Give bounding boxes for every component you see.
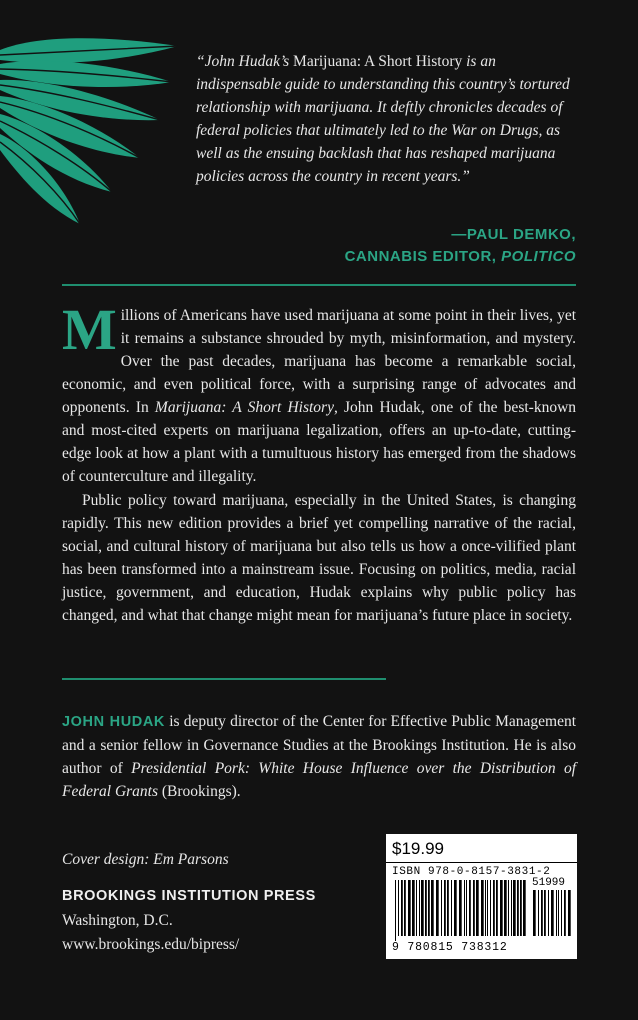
book-description [62, 297, 577, 627]
barcode-bar [444, 880, 446, 936]
barcode-bar [428, 880, 430, 936]
price: $19.99 [392, 839, 444, 858]
barcode-bar [508, 880, 509, 936]
quote-body: is an indispensable guide to understanding this country’s tortured relationship with marijuana. It deftly chronicles decades of federal policies that ultimately led to the War on Drugs, as well as the ensuing backlash that has reshaped marijuana policies across the country in recent years.” [196, 53, 570, 185]
author-name: JOHN HUDAK [62, 714, 165, 730]
barcode-bar [416, 880, 417, 936]
attribution-role [345, 246, 576, 268]
barcode-bar [476, 880, 479, 936]
ean-digits: 9 780815 738312 [392, 941, 508, 954]
publisher-name: BROOKINGS INSTITUTION PRESS [62, 888, 316, 904]
quote-attribution [345, 224, 576, 268]
barcode-bar [464, 880, 465, 936]
publisher-url[interactable]: www.brookings.edu/bipress/ [62, 936, 240, 953]
barcode-bar [548, 890, 549, 936]
description-p1-title: Marijuana: A Short History [154, 399, 334, 416]
barcode-bar [395, 880, 396, 942]
divider-top [62, 284, 576, 286]
barcode-bar [401, 880, 403, 936]
isbn-label: ISBN 978-0-8157-3831-2 [392, 866, 551, 878]
barcode-bar [412, 880, 415, 936]
endorsement-quote [196, 50, 576, 188]
barcode-bar [404, 880, 406, 936]
barcode-bar [447, 880, 449, 936]
barcode-bar [425, 880, 427, 936]
barcode-bar [561, 890, 562, 936]
barcode-bar [496, 880, 498, 936]
divider-bottom [62, 678, 386, 680]
barcode-bar [473, 880, 475, 936]
description-paragraph-1 [62, 297, 577, 488]
barcode-bar [558, 890, 559, 936]
barcode-bar [544, 890, 546, 936]
barcode-bar [500, 880, 503, 936]
barcode-bar [520, 880, 522, 936]
barcode-bar [504, 880, 507, 936]
barcode-bar [487, 880, 488, 936]
barcode-bar [485, 880, 486, 936]
barcode-bar [517, 880, 519, 936]
price-addon-digits: 51999 [532, 877, 566, 889]
description-p1-a: illions of Americans have used marijuana at some point in their lives, yet it remains a substance shrouded by myth, misinformation, and mystery. Over the past decades, marijuana has become a remarkable social, economic, and even political force, with a surprising range of advocates and opponents. In [62, 307, 576, 416]
barcode-bar [459, 880, 462, 936]
barcode-bar [431, 880, 434, 936]
barcode-box [386, 834, 577, 959]
author-other-book: Presidential Pork: White House Influence over the Distribution of Federal Grants [62, 760, 577, 800]
attribution-outlet: POLITICO [501, 248, 576, 265]
barcode-bar [481, 880, 484, 936]
price-barcode-icon [532, 890, 572, 942]
barcode-bar [408, 880, 411, 936]
author-bio-b: (Brookings). [161, 783, 241, 800]
barcode-bar [490, 880, 491, 936]
attribution-title: CANNABIS EDITOR, [344, 248, 497, 265]
attribution-name: —PAUL DEMKO, [451, 226, 576, 243]
barcode-bar [533, 890, 536, 936]
barcode-bar [538, 890, 539, 936]
barcode-bar [469, 880, 471, 936]
publisher-city: Washington, D.C. [62, 912, 173, 929]
barcode-bar [493, 880, 495, 936]
author-bio [62, 710, 576, 803]
price-divider [386, 862, 577, 863]
author-bio-a: is deputy director of the Center for Effective Public Management and a senior fellow in Governance Studies at the Brookings Institution. He is also author of [62, 713, 577, 777]
barcode-bar [556, 890, 557, 936]
barcode-bar [466, 880, 467, 936]
cover-design-credit: Cover design: Em Parsons [62, 851, 229, 868]
barcode-bar [541, 890, 543, 936]
barcode-bar [564, 890, 566, 936]
barcode-bar [421, 880, 424, 936]
barcode-bar [551, 890, 554, 936]
dropcap: M [62, 297, 117, 362]
barcode-bar [441, 880, 442, 936]
barcode-bar [419, 880, 420, 936]
cannabis-leaf-icon [0, 38, 180, 238]
barcode-bar [513, 880, 516, 936]
description-p1-b: , John Hudak, one of the best-known and most-cited experts on marijuana legalization, offers an up-to-date, cutting-edge look at how a plant with a tumultuous history has emerged from the shadows of counterculture and illegality. [62, 399, 577, 485]
barcode-bar [436, 880, 439, 936]
quote-book-title: Marijuana: A Short History [293, 53, 463, 70]
barcode-icon [394, 880, 528, 942]
barcode-bar [451, 880, 452, 936]
quote-open: “John Hudak’s [196, 53, 290, 70]
barcode-bar [398, 880, 399, 936]
barcode-bar [454, 880, 457, 936]
barcode-bar [568, 890, 571, 936]
barcode-bar [523, 880, 526, 936]
barcode-bar [511, 880, 512, 936]
description-paragraph-2: Public policy toward marijuana, especially in the United States, is changing rapidly. This new edition provides a brief yet compelling narrative of the racial, social, and cultural history of marijuana but also tells us how a once-vilified plant has been transformed into a mainstream issue. Focusing on politics, media, racial justice, government, and education, Hudak explains why public policy has changed, and what that change might mean for marijuana’s future place in society. [62, 492, 576, 624]
